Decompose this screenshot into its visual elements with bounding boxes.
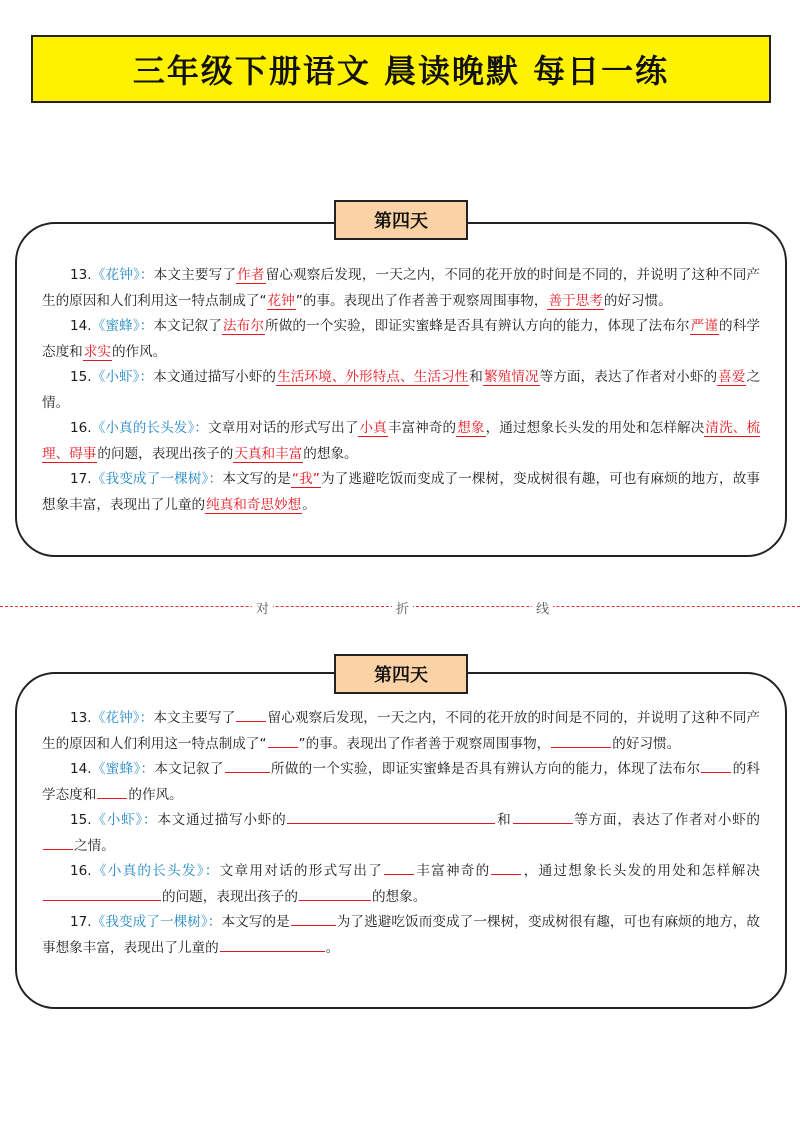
item-14: 14.《蜜蜂》：本文记叙了 所做的一个实验，即证实蜜蜂是否具有辨认方向的能力，体现了法布尔 的科学态度和 的作风。 [42,757,760,808]
answer-blank[interactable] [43,835,73,850]
answer-text: 清洗、梳理、碍事 [42,420,761,462]
item-16: 16.《小真的长头发》：文章用对话的形式写出了小真丰富神奇的想象，通过想象长头发的用处和怎样解决清洗、梳理、碍事的问题，表现出孩子的天真和丰富的想象。 [42,420,761,462]
item-13: 13.《花钟》：本文主要写了作者留心观察后发现，一天之内，不同的花开放的时间是不同的，并说明了这种不同产生的原因和人们利用这一特点制成了“花钟”的事。表现出了作者善于观察周围事物，善于思考的好习惯。 [42,267,761,309]
item-title: 《小虾》： [91,812,158,828]
answer-blank[interactable] [299,886,371,901]
answer-blank[interactable] [43,886,161,901]
item-title: 《花钟》： [91,267,154,283]
item-17: 17.《我变成了一棵树》：本文写的是 为了逃避吃饭而变成了一棵树，变成树很有趣，可也有麻烦的地方，故事想象丰富，表现出了儿童的 。 [42,910,760,961]
answer-blank[interactable] [701,758,731,773]
item-title: 《花钟》： [91,710,154,726]
answer-text: 善于思考 [548,292,603,309]
answer-blank[interactable] [220,937,325,952]
page-title: 三年级下册语文 晨读晚默 每日一练 [132,52,670,90]
answer-blank[interactable] [287,809,495,824]
item-title: 《小虾》： [91,369,154,385]
item-15: 15.《小虾》：本文通过描写小虾的 和 等方面，表达了作者对小虾的之情。 [42,808,760,859]
answer-blank[interactable] [236,707,266,722]
answer-text: 繁殖情况 [483,369,539,385]
answer-content [42,263,760,518]
answer-text: 作者 [237,267,265,283]
day-tab-exercise: 第四天 [334,654,468,694]
fold-label: 线 [532,598,553,617]
item-title: 《我变成了一棵树》： [91,914,222,930]
item-15: 15.《小虾》：本文通过描写小虾的生活环境、外形特点、生活习性和繁殖情况等方面，表达了作者对小虾的喜爱之情。 [42,369,761,411]
answer-text: 求实 [83,343,111,360]
answer-text: 想象 [457,420,485,436]
answer-blank[interactable] [291,911,336,926]
answer-text: 严谨 [690,318,719,334]
item-13: 13.《花钟》：本文主要写了 留心观察后发现，一天之内，不同的花开放的时间是不同的，并说明了这种不同产生的原因和人们利用这一特点制成了“ ”的事。表现出了作者善于观察周围事物， 的好习惯。 [42,706,760,757]
answer-text: “我” [291,471,320,487]
answer-text: 小真 [359,420,387,436]
answer-blank[interactable] [268,733,298,748]
exercise-content [42,706,760,961]
item-16: 16.《小真的长头发》：文章用对话的形式写出了 丰富神奇的 ，通过想象长头发的用处和怎样解决的问题，表现出孩子的 的想象。 [42,859,760,910]
answer-blank[interactable] [384,860,414,875]
item-title: 《小真的长头发》： [91,863,220,879]
title-banner [31,35,771,103]
answer-text: 天真和丰富 [234,445,303,462]
day-tab-answers: 第四天 [334,200,468,240]
answer-text: 生活环境、外形特点、生活习性 [277,369,469,385]
answer-text: 法布尔 [222,318,265,334]
item-title: 《我变成了一棵树》： [91,471,223,487]
item-17: 17.《我变成了一棵树》：本文写的是“我”为了逃避吃饭而变成了一棵树，变成树很有趣，可也有麻烦的地方，故事想象丰富，表现出了儿童的纯真和奇思妙想。 [42,471,761,513]
answer-text: 喜爱 [718,369,746,385]
item-title: 《小真的长头发》： [91,420,209,436]
item-title: 《蜜蜂》： [91,318,154,334]
answer-text: 纯真和奇思妙想 [206,496,302,513]
answer-blank[interactable] [491,860,521,875]
fold-label: 对 [252,598,273,617]
answer-blank[interactable] [97,784,127,799]
answer-text: 花钟 [267,292,295,309]
answer-blank[interactable] [551,733,611,748]
answer-blank[interactable] [513,809,573,824]
item-title: 《蜜蜂》： [91,761,155,777]
item-14: 14.《蜜蜂》：本文记叙了法布尔所做的一个实验，即证实蜜蜂是否具有辨认方向的能力，体现了法布尔严谨的科学态度和求实的作风。 [42,318,761,360]
fold-label: 折 [392,598,413,617]
answer-blank[interactable] [225,758,270,773]
